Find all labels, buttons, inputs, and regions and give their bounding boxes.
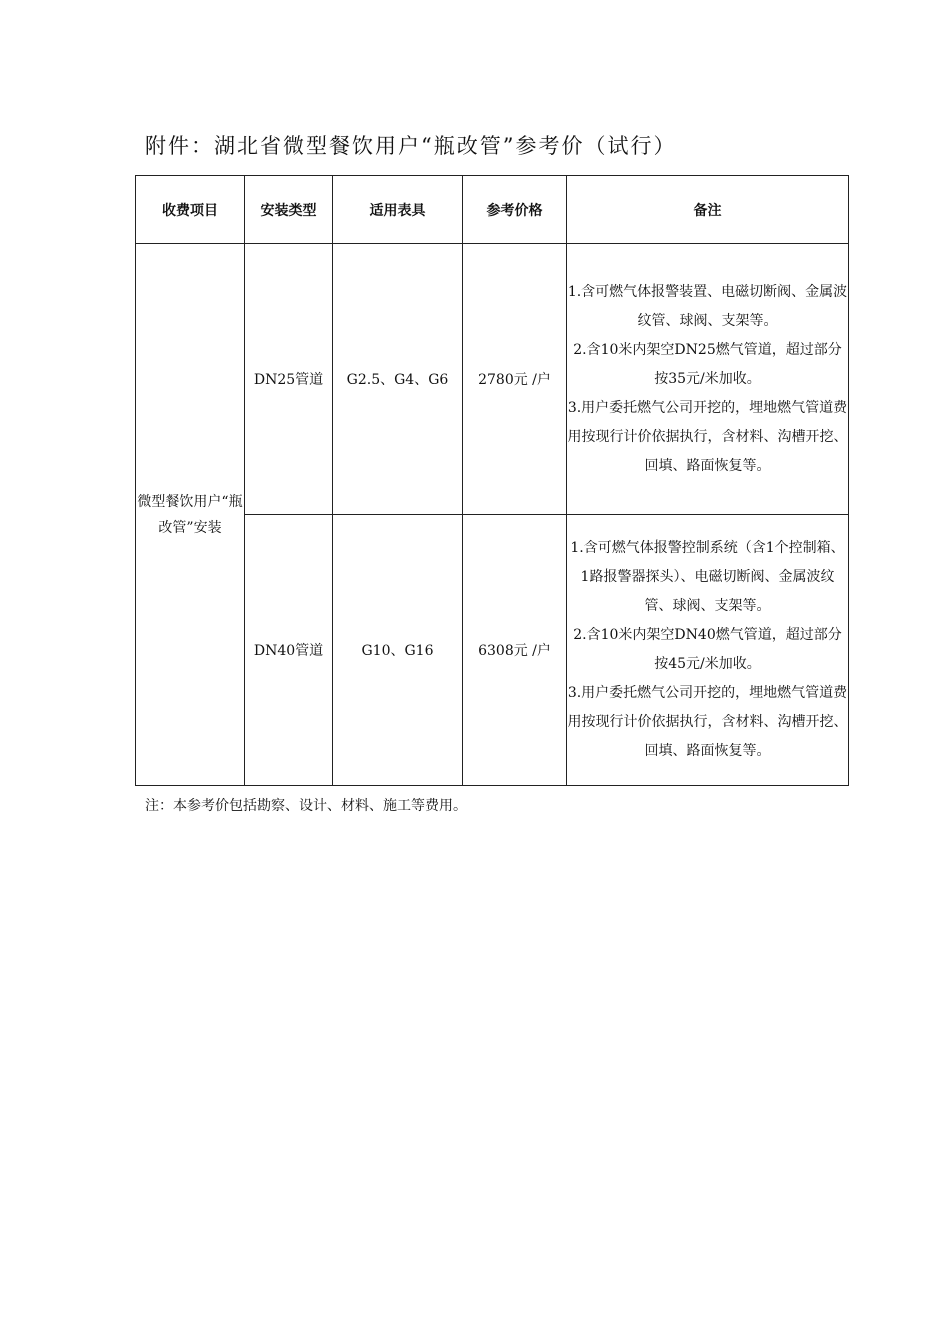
table-row — [136, 244, 849, 515]
meter-cell: G10、G16 — [333, 515, 463, 786]
remarks-cell — [567, 244, 849, 515]
price-cell: 2780元 /户 — [463, 244, 567, 515]
remark-line: 3.用户委托燃气公司开挖的，埋地燃气管道费用按现行计价依据执行，含材料、沟槽开挖、回填、路面恢复等。 — [567, 685, 848, 759]
table-header-row — [136, 176, 849, 244]
remark-line: 3.用户委托燃气公司开挖的，埋地燃气管道费用按现行计价依据执行，含材料、沟槽开挖、回填、路面恢复等。 — [567, 399, 848, 474]
header-charge-item: 收费项目 — [136, 176, 245, 244]
install-type-cell: DN40管道 — [245, 515, 333, 786]
header-remarks: 备注 — [567, 176, 849, 244]
remark-line: 2.含10米内架空DN40燃气管道，超过部分按45元/米加收。 — [573, 627, 842, 672]
header-meter: 适用表具 — [333, 176, 463, 244]
remark-line: 1.含可燃气体报警控制系统（含1个控制箱、1路报警器探头）、电磁切断阀、金属波纹管、球阀、支架等。 — [570, 540, 845, 614]
charge-item-cell: 微型餐饮用户“瓶改管”安装 — [136, 244, 245, 786]
remark-line: 2.含10米内架空DN25燃气管道，超过部分按35元/米加收。 — [573, 341, 842, 387]
remarks-cell — [567, 515, 849, 786]
meter-cell: G2.5、G4、G6 — [333, 244, 463, 515]
price-cell: 6308元 /户 — [463, 515, 567, 786]
install-type-cell: DN25管道 — [245, 244, 333, 515]
header-price: 参考价格 — [463, 176, 567, 244]
price-table — [135, 175, 849, 786]
footnote: 注：本参考价包括勘察、设计、材料、施工等费用。 — [145, 798, 467, 814]
remark-line: 1.含可燃气体报警装置、电磁切断阀、金属波纹管、球阀、支架等。 — [567, 283, 848, 329]
header-install-type: 安装类型 — [245, 176, 333, 244]
page-title: 附件：湖北省微型餐饮用户“瓶改管”参考价（试行） — [145, 134, 677, 158]
